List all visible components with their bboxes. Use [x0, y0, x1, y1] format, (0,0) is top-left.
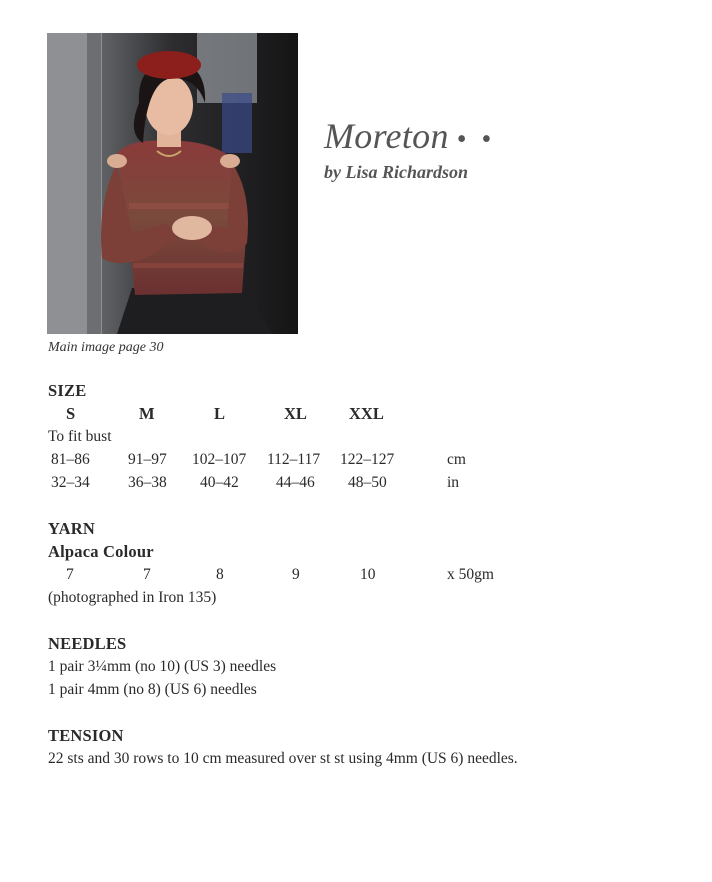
size-label-xxl: XXL [349, 404, 384, 423]
size-heading: SIZE [48, 381, 87, 400]
bust-cm-unit: cm [447, 451, 466, 468]
yarn-qty-m: 7 [143, 566, 151, 583]
yarn-heading: YARN [48, 519, 95, 538]
tension-heading: TENSION [48, 726, 124, 745]
tension-text: 22 sts and 30 rows to 10 cm measured over st st using 4mm (US 6) needles. [48, 750, 518, 767]
pattern-title [324, 116, 495, 160]
yarn-qty-s: 7 [66, 566, 74, 583]
size-label-l: L [214, 404, 226, 423]
yarn-unit: x 50gm [447, 566, 494, 583]
bust-in-m: 36–38 [128, 474, 167, 491]
yarn-qty-l: 8 [216, 566, 224, 583]
yarn-name: Alpaca Colour [48, 542, 154, 561]
bust-in-s: 32–34 [51, 474, 90, 491]
size-label-m: M [139, 404, 155, 423]
difficulty-marks: • • [456, 124, 496, 155]
needles-line-2: 1 pair 4mm (no 8) (US 6) needles [48, 681, 257, 698]
size-label-s: S [66, 404, 76, 423]
fit-label: To fit bust [48, 428, 112, 445]
bust-in-xxl: 48–50 [348, 474, 387, 491]
designer-byline: by Lisa Richardson [324, 162, 469, 182]
bust-cm-xl: 112–117 [267, 451, 321, 468]
needles-heading: NEEDLES [48, 634, 127, 653]
bust-cm-s: 81–86 [51, 451, 90, 468]
yarn-note: (photographed in Iron 135) [48, 589, 217, 606]
pattern-name: Moreton [324, 116, 449, 156]
photo-caption: Main image page 30 [48, 340, 164, 355]
needles-line-1: 1 pair 3¼mm (no 10) (US 3) needles [48, 658, 277, 675]
yarn-qty-xxl: 10 [360, 566, 376, 583]
yarn-qty-xl: 9 [292, 566, 300, 583]
title-block [324, 116, 495, 184]
main-photo [47, 33, 298, 334]
bust-cm-l: 102–107 [192, 451, 247, 468]
bust-in-l: 40–42 [200, 474, 239, 491]
bust-cm-xxl: 122–127 [340, 451, 395, 468]
bust-in-unit: in [447, 474, 460, 491]
bust-cm-m: 91–97 [128, 451, 167, 468]
bust-in-xl: 44–46 [276, 474, 315, 491]
size-label-xl: XL [284, 404, 307, 423]
